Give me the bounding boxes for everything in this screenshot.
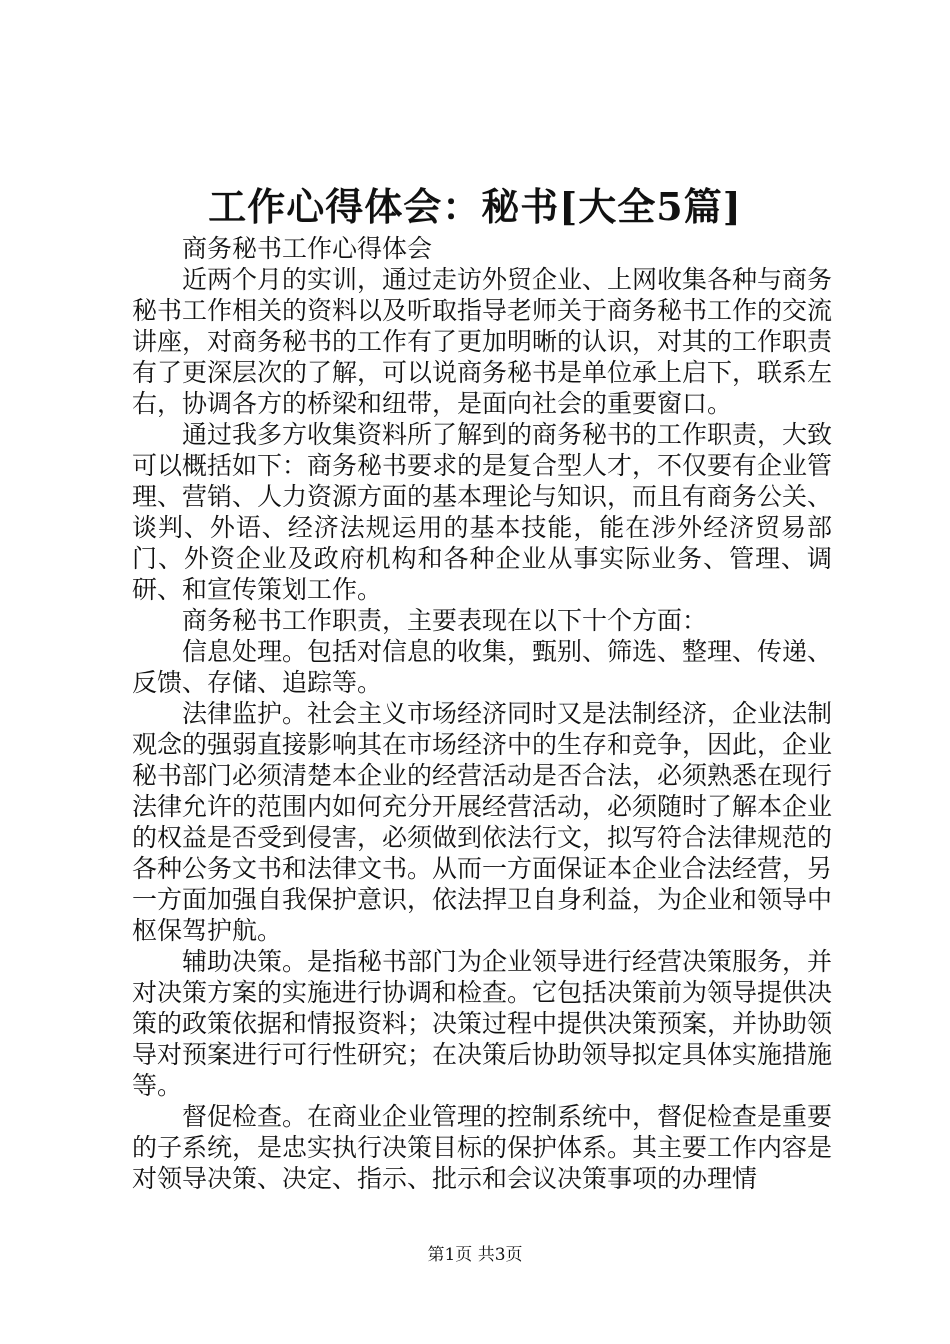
paragraph: 近两个月的实训，通过走访外贸企业、上网收集各种与商务秘书工作相关的资料以及听取指导老师关于商务秘书工作的交流讲座，对商务秘书的工作有了更加明晰的认识，对其的工作职责有了更深层次的了解，可以说商务秘书是单位承上启下，联系左右，协调各方的桥梁和纽带，是面向社会的重要窗口。 (132, 265, 833, 418)
paragraph: 信息处理。包括对信息的收集，甄别、筛选、整理、传递、反馈、存储、追踪等。 (132, 637, 833, 697)
paragraph: 辅助决策。是指秘书部门为企业领导进行经营决策服务，并对决策方案的实施进行协调和检查。它包括决策前为领导提供决策的政策依据和情报资料；决策过程中提供决策预案，并协助领导对预案进行可行性研究；在决策后协助领导拟定具体实施措施等。 (132, 947, 833, 1100)
document-title: 工作心得体会：秘书[大全5篇] (208, 184, 742, 229)
paragraph: 商务秘书工作职责，主要表现在以下十个方面： (182, 606, 708, 635)
paragraph: 通过我多方收集资料所了解到的商务秘书的工作职责，大致可以概括如下：商务秘书要求的是复合型人才，不仅要有企业管理、营销、人力资源方面的基本理论与知识，而且有商务公关、谈判、外语、经济法规运用的基本技能，能在涉外经济贸易部门、外资企业及政府机构和各种企业从事实际业务、管理、调研、和宣传策划工作。 (132, 420, 833, 604)
paragraph: 法律监护。社会主义市场经济同时又是法制经济，企业法制观念的强弱直接影响其在市场经济中的生存和竞争，因此，企业秘书部门必须清楚本企业的经营活动是否合法，必须熟悉在现行法律允许的范围内如何充分开展经营活动，必须随时了解本企业的权益是否受到侵害，必须做到依法行文，拟写符合法律规范的各种公务文书和法律文书。从而一方面保证本企业合法经营，另一方面加强自我保护意识，依法捍卫自身利益，为企业和领导中枢保驾护航。 (132, 699, 833, 945)
paragraph: 督促检查。在商业企业管理的控制系统中，督促检查是重要的子系统，是忠实执行决策目标的保护体系。其主要工作内容是对领导决策、决定、指示、批示和会议决策事项的办理情 (132, 1102, 833, 1193)
paragraph: 商务秘书工作心得体会 (182, 234, 433, 263)
document-body (132, 233, 832, 1194)
page-number-footer: 第1页 共3页 (427, 1245, 523, 1265)
